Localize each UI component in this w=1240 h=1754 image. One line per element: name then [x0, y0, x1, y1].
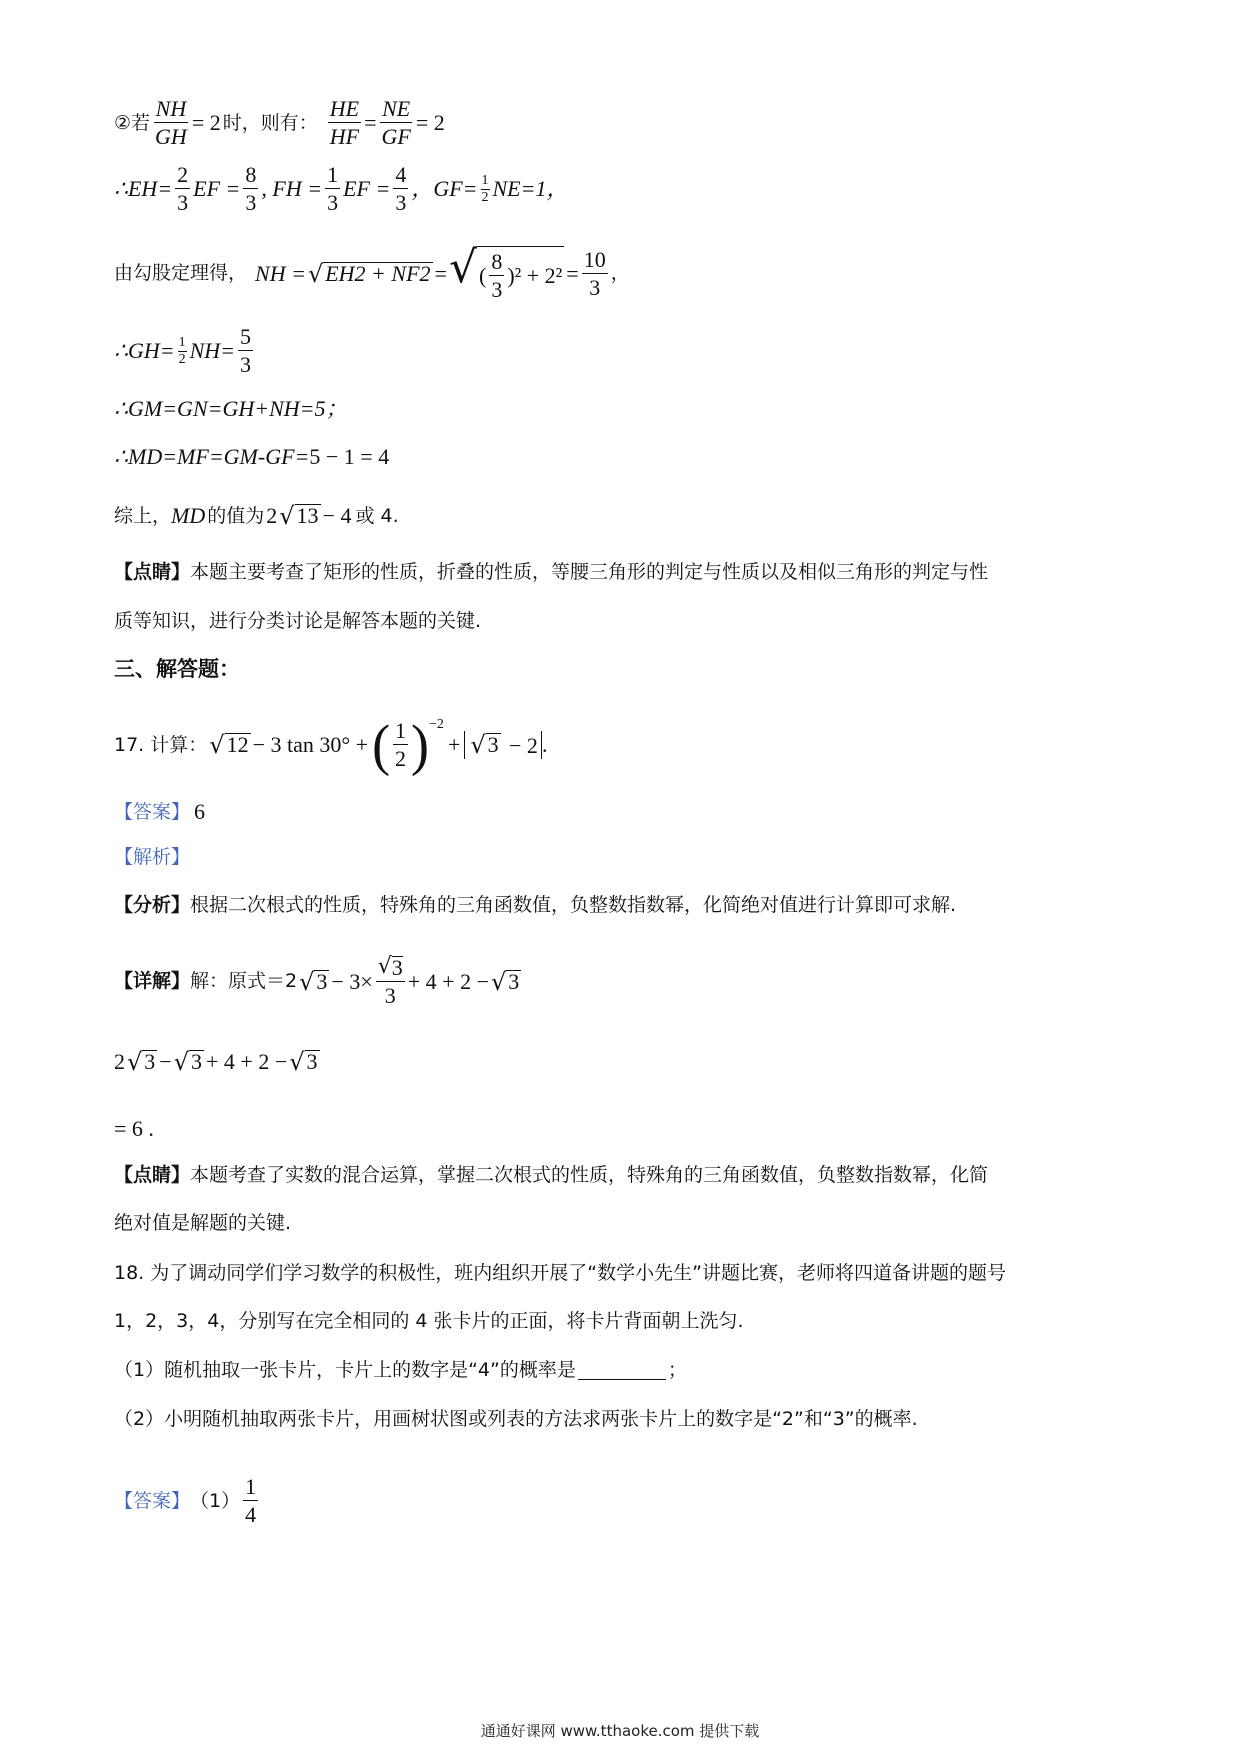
dianjing-2-line-1: 【点睛】 本题考查了实数的混合运算，掌握二次根式的性质，特殊角的三角函数值，负整数指数幂，化简 [114, 1164, 989, 1186]
line-6: ∴MD=MF=GM-GF= 5 − 1 = 4 [114, 444, 390, 469]
fraction: √ 3 3 [377, 954, 403, 1008]
sqrt-expression: √ 12 [209, 731, 249, 759]
line-3: 由勾股定理得， NH = √ EH2 + NF2 = √ ( $\frac{8}{3}$ )² + 2² = $\frac{10}{3}$ ， [114, 242, 630, 302]
line-1: ②若 $\frac{NH}{GH}$ = 2 时，则有： $\frac{HE}{HF}$ = $\frac{NE}{GF}$ = 2 [114, 96, 445, 149]
question-18-part-1: （1）随机抽取一张卡片，卡片上的数字是“4”的概率是 ； [114, 1359, 687, 1381]
sqrt-expression: √ 3 [299, 967, 328, 996]
line-7: 综上， MD 的值为 2 √ 13 − 4 或 4. [114, 502, 399, 530]
sqrt-expression: √ 3 [127, 1048, 156, 1076]
fraction: $\frac{4}{3}$ [395, 162, 407, 215]
dianjing-1-line-2: 质等知识，进行分类讨论是解答本题的关键. [114, 610, 482, 632]
line-5: ∴GM=GN=GH+NH=5； [114, 396, 348, 421]
fraction: $\frac{1}{2}$ [395, 718, 407, 771]
sqrt-expression: √ EH2 + NF2 [307, 259, 431, 288]
case-label: ②若 [114, 111, 151, 134]
question-18-part-2: （2）小明随机抽取两张卡片，用画树状图或列表的方法求两张卡片上的数字是“2”和“3”的概率. [114, 1408, 918, 1430]
fraction: $\frac{8}{3}$ [245, 162, 257, 215]
section-title: 三、解答题： [114, 657, 240, 681]
step-2: 2 √ 3 − √ 3 + 4 + 2 − √ 3 [114, 1048, 318, 1076]
page-footer: 通通好课网 www.tthaoke.com 提供下载 [480, 1722, 760, 1740]
fraction-small: $\frac{1}{2}$ [178, 334, 186, 367]
fraction: $\frac{1}{4}$ [245, 1474, 257, 1527]
sqrt-expression: √ 3 [491, 967, 520, 996]
dianjing-1-line-1: 【点睛】 本题主要考查了矩形的性质，折叠的性质，等腰三角形的判定与性质以及相似三角形的判定与性 [114, 561, 989, 583]
line-2: ∴EH= $\frac{2}{3}$ EF = $\frac{8}{3}$ , FH = $\frac{1}{3}$ EF = $\frac{4}{3}$ ，GF= $\frac{1}{2}$ NE=1， [114, 162, 569, 215]
sqrt-expression: √ 3 [470, 731, 499, 759]
answer-18: 【答案】 （1） $\frac{1}{4}$ [114, 1474, 257, 1527]
question-18-line-1: 18. 为了调动同学们学习数学的积极性，班内组织开展了“数学小先生”讲题比赛，老师将四道备讲题的题号 [114, 1262, 1006, 1284]
fenxi: 【分析】 根据二次根式的性质，特殊角的三角函数值，负整数指数幂，化简绝对值进行计算即可求解. [114, 894, 957, 916]
sqrt-expression: √ 3 [173, 1048, 203, 1076]
answer-17: 【答案】 6 [114, 799, 206, 824]
answer-blank [578, 1361, 666, 1380]
dianjing-2-line-2: 绝对值是解题的关键. [114, 1212, 292, 1234]
fraction-small: $\frac{1}{2}$ [481, 172, 489, 205]
sqrt-expression: √ 13 [279, 502, 319, 530]
fraction: $\frac{8}{3}$ [491, 249, 503, 302]
line-4: ∴GH= $\frac{1}{2}$ NH= $\frac{5}{3}$ [114, 324, 252, 377]
step-3: = 6 . [114, 1116, 154, 1141]
fraction: $\frac{2}{3}$ [177, 162, 189, 215]
jiexi-tag: 【解析】 [114, 846, 191, 868]
question-18-line-2: 1，2，3，4，分别写在完全相同的 4 张卡片的正面，将卡片背面朝上洗匀. [114, 1310, 744, 1332]
fraction-he-hf: $\frac{HE}{HF}$ [329, 96, 360, 149]
sqrt-expression: √ 3 [289, 1048, 318, 1076]
absolute-value: √ 3 − 2 [464, 731, 542, 759]
fraction: $\frac{1}{3}$ [327, 162, 339, 215]
xiangjie: 【详解】 解：原式＝2 √ 3 − 3× √ 3 3 + 4 + 2 − √ 3 [114, 954, 520, 1008]
fraction: $\frac{5}{3}$ [240, 324, 252, 377]
question-17: 17. 计算： √ 12 − 3 tan 30° + ( $\frac{1}{2}$ ) −2 + √ 3 − 2 . [114, 713, 548, 777]
sqrt-expression: √ ( $\frac{8}{3}$ )² + 2² [448, 242, 563, 302]
fraction-nh-gh: $\frac{NH}{GH}$ [155, 96, 187, 149]
fraction-ne-gf: $\frac{NE}{GF}$ [381, 96, 411, 149]
fraction: $\frac{10}{3}$ [583, 246, 606, 300]
